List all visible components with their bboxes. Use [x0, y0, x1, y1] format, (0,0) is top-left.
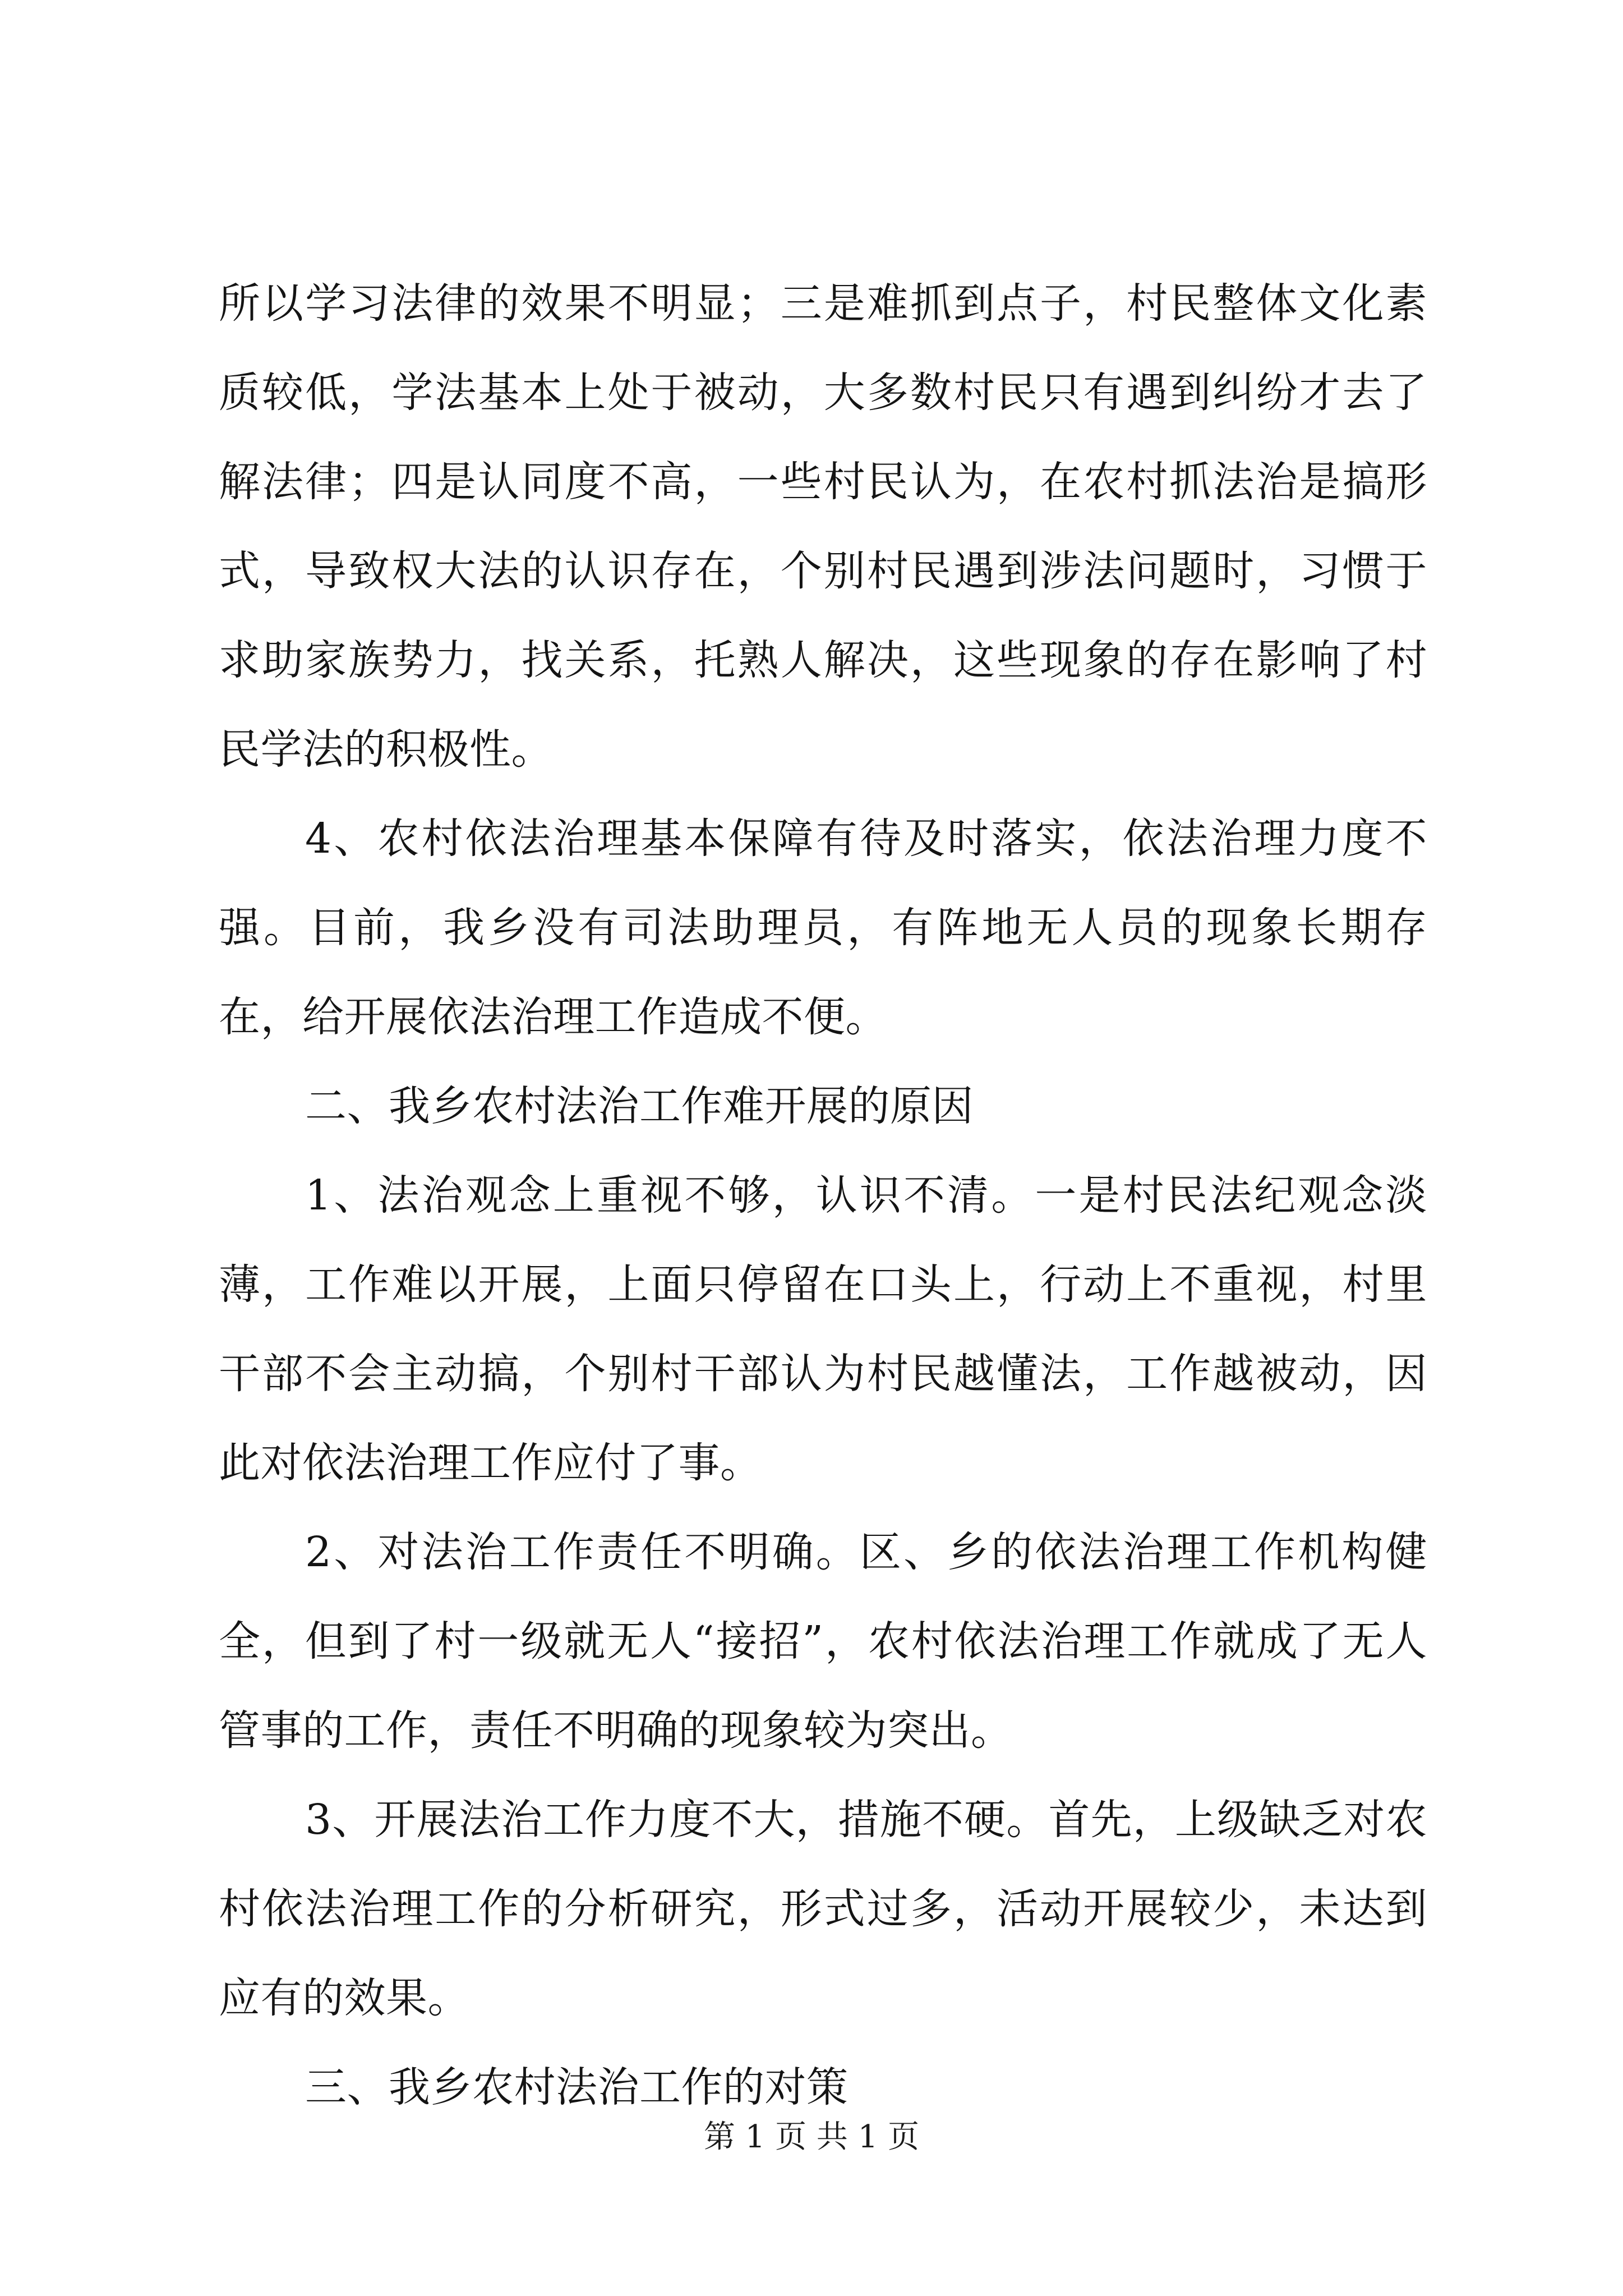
paragraph-reason-1: 1、法治观念上重视不够，认识不清。一是村民法纪观念淡薄，工作难以开展，上面只停留在口头上，行动上不重视，村里干部不会主动搞，个别村干部认为村民越懂法，工作越被动，因此对依法治理工作应付了事。 [219, 1171, 1427, 1487]
paragraph-continuation: 所以学习法律的效果不明显；三是难抓到点子，村民整体文化素质较低，学法基本上处于被动，大多数村民只有遇到纠纷才去了解法律；四是认同度不高，一些村民认为，在农村抓法治是搞形式，导致权大法的认识存在，个别村民遇到涉法问题时，习惯于求助家族势力，找关系，托熟人解决，这些现象的存在影响了村民学法的积极性。 [219, 279, 1427, 774]
page-footer: 第 1 页 共 1 页 [703, 2119, 920, 2155]
section-heading-2: 二、我乡农村法治工作难开展的原因 [305, 1082, 974, 1130]
document-body [219, 259, 1427, 2132]
paragraph-item-4: 4、农村依法治理基本保障有待及时落实，依法治理力度不强。目前，我乡没有司法助理员，有阵地无人员的现象长期存在，给开展依法治理工作造成不便。 [219, 815, 1427, 1041]
section-heading-3: 三、我乡农村法治工作的对策 [305, 2063, 849, 2111]
paragraph-reason-2: 2、对法治工作责任不明确。区、乡的依法治理工作机构健全，但到了村一级就无人“接招”，农村依法治理工作就成了无人管事的工作，责任不明确的现象较为突出。 [219, 1528, 1427, 1755]
paragraph-reason-3: 3、开展法治工作力度不大，措施不硬。首先，上级缺乏对农村依法治理工作的分析研究，形式过多，活动开展较少，未达到应有的效果。 [219, 1796, 1427, 2022]
